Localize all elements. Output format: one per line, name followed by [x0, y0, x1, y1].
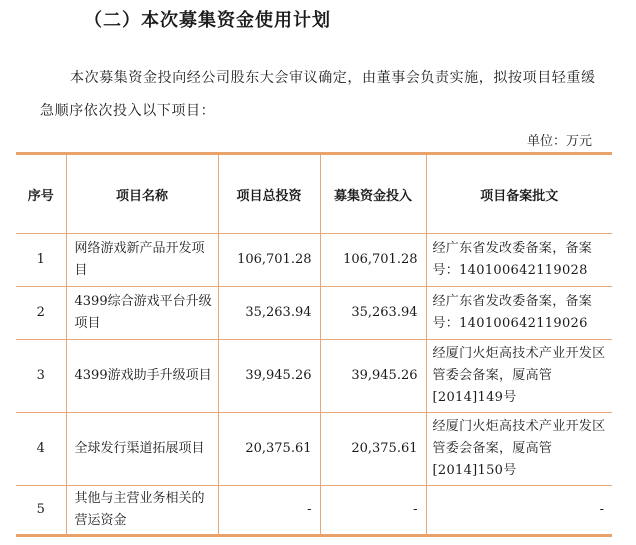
col-header-total: 项目总投资	[218, 154, 320, 234]
cell-no: 3	[16, 340, 66, 413]
cell-no: 4	[16, 413, 66, 486]
cell-name: 全球发行渠道拓展项目	[66, 413, 218, 486]
cell-raised: 35,263.94	[320, 287, 426, 340]
cell-raised: 20,375.61	[320, 413, 426, 486]
cell-name: 4399综合游戏平台升级项目	[66, 287, 218, 340]
cell-no: 2	[16, 287, 66, 340]
col-header-name: 项目名称	[66, 154, 218, 234]
cell-approval: 经广东省发改委备案，备案号：140100642119028	[426, 234, 612, 287]
table-header-row	[16, 154, 612, 234]
cell-no: 1	[16, 234, 66, 287]
intro-text: 本次募集资金投向经公司股东大会审议确定，由董事会负责实施，拟按项目轻重缓急顺序依次投入以下项目：	[40, 70, 596, 119]
cell-raised: -	[320, 486, 426, 536]
table-row	[16, 486, 612, 536]
cell-name: 网络游戏新产品开发项目	[66, 234, 218, 287]
cell-approval: 经广东省发改委备案，备案号：140100642119026	[426, 287, 612, 340]
cell-name: 4399游戏助手升级项目	[66, 340, 218, 413]
intro-paragraph	[40, 62, 610, 128]
cell-total: 20,375.61	[218, 413, 320, 486]
cell-name: 其他与主营业务相关的营运资金	[66, 486, 218, 536]
cell-no: 5	[16, 486, 66, 536]
cell-approval: 经厦门火炬高技术产业开发区管委会备案，厦高管[2014]149号	[426, 340, 612, 413]
table-row	[16, 340, 612, 413]
cell-total: -	[218, 486, 320, 536]
cell-total: 39,945.26	[218, 340, 320, 413]
section-heading: （二）本次募集资金使用计划	[84, 10, 331, 31]
cell-raised: 106,701.28	[320, 234, 426, 287]
table-row	[16, 234, 612, 287]
table-row	[16, 287, 612, 340]
col-header-raised: 募集资金投入	[320, 154, 426, 234]
cell-raised: 39,945.26	[320, 340, 426, 413]
col-header-approval: 项目备案批文	[426, 154, 612, 234]
cell-total: 106,701.28	[218, 234, 320, 287]
col-header-no: 序号	[16, 154, 66, 234]
cell-approval: -	[426, 486, 612, 536]
cell-approval: 经厦门火炬高技术产业开发区管委会备案，厦高管[2014]150号	[426, 413, 612, 486]
cell-total: 35,263.94	[218, 287, 320, 340]
unit-label: 单位：万元	[526, 134, 592, 149]
table-row	[16, 413, 612, 486]
fund-usage-table	[16, 152, 612, 537]
